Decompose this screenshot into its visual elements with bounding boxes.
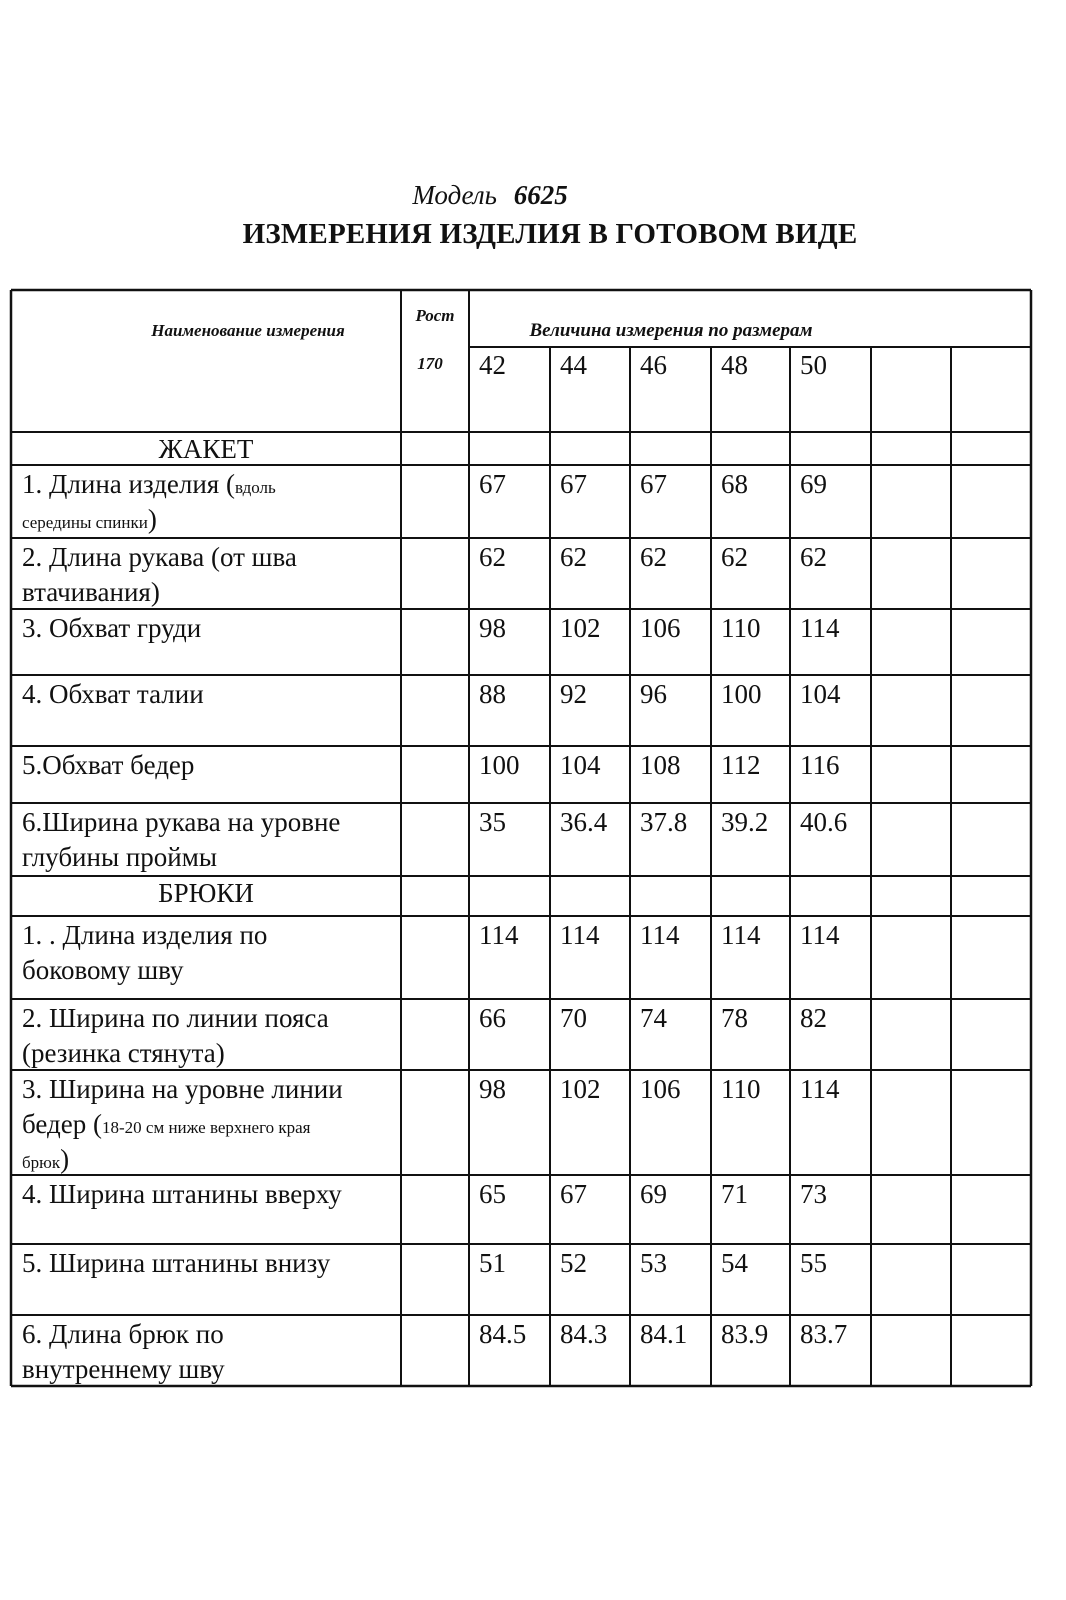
value-cell: 82 (800, 1003, 827, 1033)
table-row (22, 750, 840, 780)
value-cell: 100 (721, 679, 762, 709)
value-cell: 114 (640, 920, 680, 950)
measurement-label (22, 1144, 69, 1174)
size-header-cell: 46 (640, 350, 667, 380)
label-segment: 5.Обхват бедер (22, 750, 195, 780)
label-segment: 18-20 см ниже верхнего края (101, 1118, 311, 1137)
value-cell: 83.7 (800, 1319, 848, 1349)
value-cell: 67 (560, 469, 587, 499)
value-cell: 36.4 (560, 807, 608, 837)
header-height-label: Рост (415, 306, 455, 325)
table-row (22, 1179, 827, 1209)
value-cell: 110 (721, 1074, 761, 1104)
table-row (22, 1074, 840, 1174)
value-cell: 67 (560, 1179, 587, 1209)
header-name-col: Наименование измерения (151, 321, 345, 340)
measurement-label (22, 1248, 331, 1278)
label-segment: 1. Длина изделия ( (22, 469, 235, 499)
value-cell: 108 (640, 750, 681, 780)
measurement-label (22, 542, 297, 572)
label-segment: боковому шву (22, 955, 184, 985)
header-height-value: 170 (417, 354, 443, 373)
measurement-label (22, 1319, 224, 1349)
label-segment: 5. Ширина штанины внизу (22, 1248, 331, 1278)
measurement-label (22, 1038, 225, 1068)
label-segment: 4. Ширина штанины вверху (22, 1179, 342, 1209)
table-row (22, 679, 841, 709)
value-cell: 88 (479, 679, 506, 709)
value-cell: 83.9 (721, 1319, 769, 1349)
value-cell: 110 (721, 613, 761, 643)
table-body (22, 434, 847, 1384)
value-cell: 35 (479, 807, 506, 837)
measurement-label (22, 955, 184, 985)
value-cell: 104 (800, 679, 841, 709)
label-segment: (резинка стянута) (22, 1038, 225, 1068)
value-cell: 39.2 (721, 807, 769, 837)
table-row (22, 807, 847, 872)
value-cell: 106 (640, 1074, 681, 1104)
value-cell: 114 (800, 1074, 840, 1104)
value-cell: 67 (640, 469, 667, 499)
label-segment: 6.Ширина рукава на уровне (22, 807, 341, 837)
label-segment: 4. Обхват талии (22, 679, 204, 709)
label-segment: брюк (22, 1153, 61, 1172)
value-cell: 96 (640, 679, 667, 709)
value-cell: 70 (560, 1003, 587, 1033)
value-cell: 66 (479, 1003, 506, 1033)
value-cell: 62 (560, 542, 587, 572)
value-cell: 92 (560, 679, 587, 709)
measurement-label (22, 577, 160, 607)
value-cell: 114 (721, 920, 761, 950)
measurement-label (22, 807, 340, 837)
table-row (22, 1248, 827, 1278)
value-cell: 71 (721, 1179, 748, 1209)
measurement-label (22, 469, 276, 499)
label-segment: 6. Длина брюк по (22, 1319, 224, 1349)
label-segment: внутреннему шву (22, 1354, 225, 1384)
measurement-label (22, 1179, 342, 1209)
value-cell: 100 (479, 750, 520, 780)
measurement-label (22, 750, 194, 780)
value-cell: 114 (560, 920, 600, 950)
value-cell: 114 (800, 920, 840, 950)
measurement-label (22, 504, 157, 534)
value-cell: 65 (479, 1179, 506, 1209)
size-header-cell: 42 (479, 350, 506, 380)
model-label: Модель (412, 180, 497, 210)
value-cell: 73 (800, 1179, 827, 1209)
measurement-label (22, 1354, 225, 1384)
value-cell: 102 (560, 1074, 601, 1104)
table-row (22, 1319, 847, 1384)
value-cell: 54 (721, 1248, 748, 1278)
value-cell: 69 (800, 469, 827, 499)
value-cell: 84.5 (479, 1319, 527, 1349)
measurement-label (22, 1003, 329, 1033)
label-segment: глубины проймы (22, 842, 217, 872)
value-cell: 55 (800, 1248, 827, 1278)
value-cell: 84.3 (560, 1319, 608, 1349)
value-cell: 114 (800, 613, 840, 643)
value-cell: 84.1 (640, 1319, 688, 1349)
label-segment: ) (147, 504, 157, 534)
label-segment: 1. . Длина изделия по (22, 920, 268, 950)
value-cell: 68 (721, 469, 748, 499)
label-segment: втачивания) (22, 577, 160, 607)
measurement-label (22, 613, 201, 643)
size-header-cell: 50 (800, 350, 827, 380)
value-cell: 40.6 (800, 807, 848, 837)
label-segment: 3. Ширина на уровне линии (22, 1074, 343, 1104)
measurement-label (22, 1109, 311, 1139)
header-sizes-label: Величина измерения по размерам (529, 320, 813, 341)
value-cell: 52 (560, 1248, 587, 1278)
value-cell: 53 (640, 1248, 667, 1278)
value-cell: 69 (640, 1179, 667, 1209)
value-cell: 98 (479, 613, 506, 643)
value-cell: 112 (721, 750, 761, 780)
value-cell: 102 (560, 613, 601, 643)
group-title: ЖАКЕТ (158, 434, 254, 464)
value-cell: 116 (800, 750, 840, 780)
label-segment: бедер ( (22, 1109, 102, 1139)
label-segment: 3. Обхват груди (22, 613, 202, 643)
measurement-label (22, 842, 217, 872)
size-header-cell: 48 (721, 350, 748, 380)
measurement-label (22, 1074, 343, 1104)
model-number: 6625 (513, 180, 568, 210)
value-cell: 74 (640, 1003, 667, 1033)
value-cell: 37.8 (640, 807, 688, 837)
label-segment: середины спинки (22, 513, 148, 532)
label-segment: 2. Длина рукава (от шва (22, 542, 297, 572)
table-row (22, 613, 840, 643)
table-row (22, 469, 827, 534)
table-row (22, 920, 840, 985)
page-heading: ИЗМЕРЕНИЯ ИЗДЕЛИЯ В ГОТОВОМ ВИДЕ (242, 218, 858, 250)
value-cell: 106 (640, 613, 681, 643)
value-cell: 62 (800, 542, 827, 572)
value-cell: 67 (479, 469, 506, 499)
measurement-label (22, 679, 204, 709)
measurement-label (22, 920, 267, 950)
value-cell: 62 (721, 542, 748, 572)
value-cell: 104 (560, 750, 601, 780)
value-cell: 78 (721, 1003, 748, 1033)
table-row (22, 542, 827, 607)
label-segment: вдоль (234, 478, 276, 497)
label-segment: ) (60, 1144, 70, 1174)
value-cell: 51 (479, 1248, 506, 1278)
table-row (22, 1003, 827, 1068)
value-cell: 62 (640, 542, 667, 572)
size-header-cell: 44 (560, 350, 587, 380)
label-segment: 2. Ширина по линии пояса (22, 1003, 329, 1033)
group-title: БРЮКИ (158, 878, 254, 908)
value-cell: 114 (479, 920, 519, 950)
value-cell: 62 (479, 542, 506, 572)
value-cell: 98 (479, 1074, 506, 1104)
size-header-row (479, 350, 827, 380)
